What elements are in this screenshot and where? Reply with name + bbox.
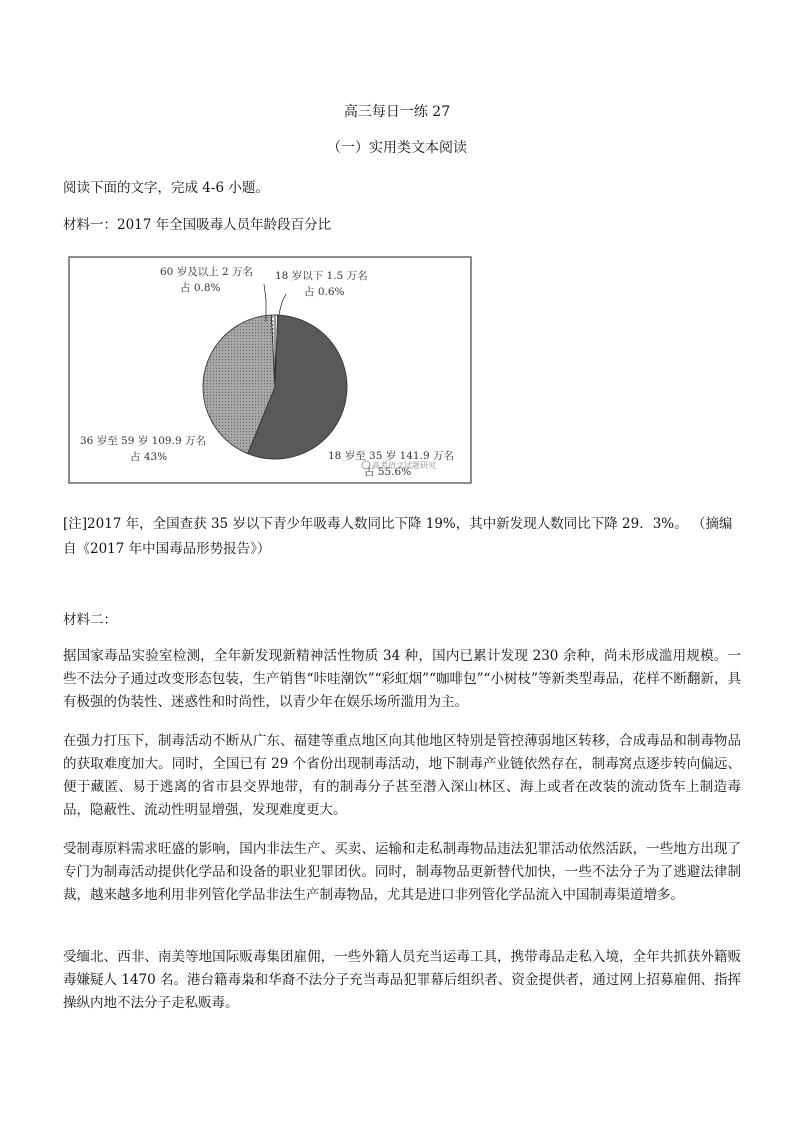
instruction-text: 阅读下面的文字，完成 4-6 小题。 [63,180,269,196]
material2-paragraph-2: 在强力打压下，制毒活动不断从广东、福建等重点地区向其他地区特别是管控薄弱地区转移，合成毒品和制毒物品的获取难度加大。同时，全国已有 29 个省份出现制毒活动，地下制毒产业链依然存在，制毒窝点逐步转向偏远、便于藏匿、易于逃离的省市县交界地带，有的制毒分子甚至潜入深山林区、海上或者在改装的流动货车上制造毒品，隐蔽性、流动性明显增强，发现难度更大。 [63,733,741,818]
page-title: 高三每日一练 27 [343,104,451,120]
slice-label-18to35-pct: 占 55.6% [364,466,412,478]
slice-label-18to35-count: 18 岁至 35 岁 141.9 万名 [328,450,454,462]
slice-label-under18-pct: 占 0.6% [304,286,345,298]
slice-label-36to59-pct: 占 43% [130,451,168,463]
material2-heading: 材料二： [63,612,117,628]
slice-label-under18-count: 18 岁以下 1.5 万名 [275,270,368,282]
pie-chart-figure [68,256,472,484]
material2-paragraph-4: 受缅北、西非、南美等地国际贩毒集团雇佣，一些外籍人员充当运毒工具，携带毒品走私入境，全年共抓获外籍贩毒嫌疑人 1470 名。港台籍毒枭和华裔不法分子充当毒品犯罪幕后组织者、资金提供者，通过网上招募雇佣、指挥操纵内地不法分子走私贩毒。 [63,949,741,1011]
material1-heading: 材料一：2017 年全国吸毒人员年龄段百分比 [63,217,332,233]
watermark-text: 高考语文试题研究 [372,461,436,470]
pie-chart [68,256,472,484]
material2-paragraph-3: 受制毒原料需求旺盛的影响，国内非法生产、买卖、运输和走私制毒物品违法犯罪活动依然活跃，一些地方出现了专门为制毒活动提供化学品和设备的职业犯罪团伙。同时，制毒物品更新替代加快，一些不法分子为了逃避法律制裁，越来越多地利用非列管化学品非法生产制毒物品，尤其是进口非列管化学品流入中国制毒渠道增多。 [63,841,741,903]
material1-note-line1: [注]2017 年，全国查获 35 岁以下青少年吸毒人数同比下降 19%，其中新发现人数同比下降 29．3%。 （摘编 [63,516,733,532]
material1-note-line2: 自《2017 年中国毒品形势报告》） [63,541,271,557]
material2-paragraph-1: 据国家毒品实验室检测，全年新发现新精神活性物质 34 种，国内已累计发现 230 余种，尚未形成滥用规模。一些不法分子通过改变形态包装，生产销售“咔哇潮饮”“彩虹烟”“咖啡包”“小树枝”等新类型毒品，花样不断翻新，具有极强的伪装性、迷惑性和时尚性，以青少年在娱乐场所滥用为主。 [63,648,741,710]
section-title: （一）实用类文本阅读 [327,140,467,156]
slice-label-60plus-pct: 占 0.8% [180,282,221,294]
slice-label-36to59-count: 36 岁至 59 岁 109.9 万名 [80,435,206,447]
slice-label-60plus-count: 60 岁及以上 2 万名 [160,266,254,278]
